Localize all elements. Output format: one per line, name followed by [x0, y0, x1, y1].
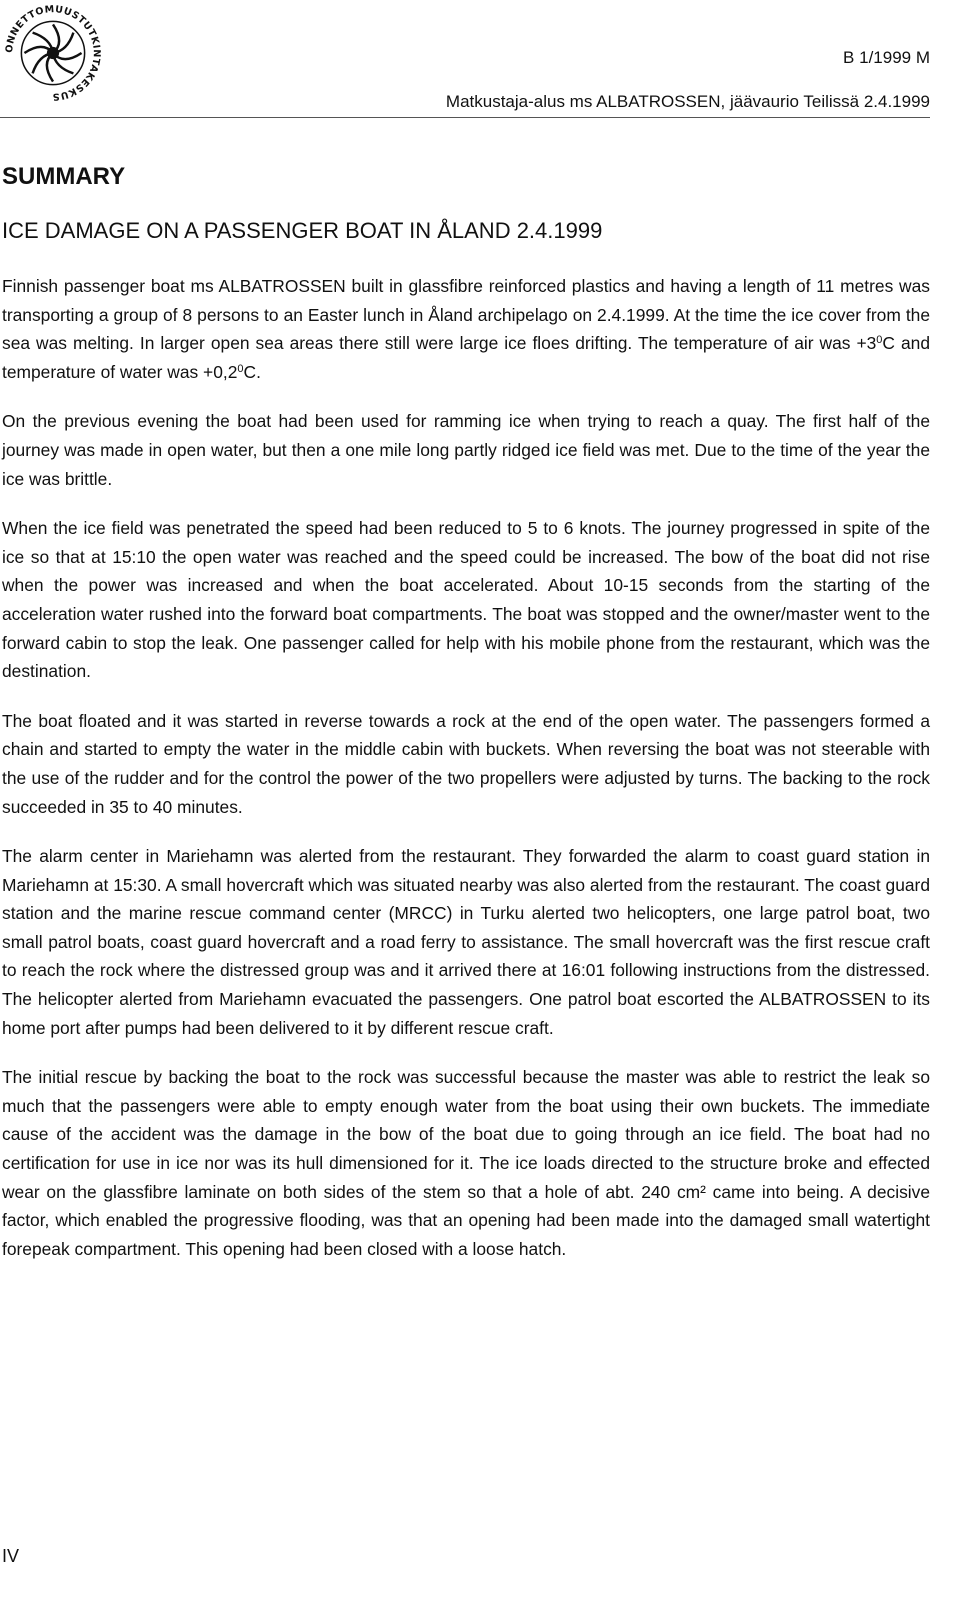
paragraph-2: On the previous evening the boat had been used for ramming ice when trying to reach a quay. The first half of the journey was made in open water, but then a one mile long partly ridged ice field was met. Due to the time of the year the ice was brittle.	[2, 411, 930, 489]
svg-text:ONNETTOMUUSTUTKINTAKESKUS: ONNETTOMUUSTUTKINTAKESKUS	[4, 3, 102, 102]
header-divider	[0, 117, 930, 118]
page-number: IV	[2, 1546, 20, 1566]
document-title: Matkustaja-alus ms ALBATROSSEN, jäävaurio Teilissä 2.4.1999	[445, 92, 930, 111]
accident-investigation-board-logo	[2, 2, 104, 104]
paragraph-5: The alarm center in Mariehamn was alerted from the restaurant. They forwarded the alarm to coast guard station in Mariehamn at 15:30. A small hovercraft which was situated nearby was also alerted from the restaurant. The coast guard station and the marine rescue command center (MRCC) in Turku alerted two helicopters, one large patrol boat, two small patrol boats, coast guard hovercraft and a road ferry to assistance. The small hovercraft was the first rescue craft to reach the rock where the distressed group was and it arrived there at 16:01 following instructions from the distressed. The helicopter alerted from Mariehamn evacuated the passengers. One patrol boat escorted the ALBATROSSEN to its home port after pumps had been delivered to it by different rescue craft.	[2, 846, 930, 1038]
report-subtitle: ICE DAMAGE ON A PASSENGER BOAT IN ÅLAND 2.4.1999	[2, 218, 603, 243]
paragraph-1-text-a: Finnish passenger boat ms ALBATROSSEN built in glassfibre reinforced plastics and having a length of 11 metres was transporting a group of 8 persons to an Easter lunch in Åland archipelago on 2.4.1999. At the time the ice cover from the sea was melting. In larger open sea areas there still were large ice floes drifting. The temperature of air was +3	[2, 276, 930, 354]
paragraph-4: The boat floated and it was started in reverse towards a rock at the end of the open water. The passengers formed a chain and started to empty the water in the middle cabin with buckets. When reversing the boat was not steerable with the use of the rudder and for the control the power of the two propellers were adjusted by turns. The backing to the rock succeeded in 35 to 40 minutes.	[2, 710, 930, 817]
paragraph-3: When the ice field was penetrated the speed had been reduced to 5 to 6 knots. The journey progressed in spite of the ice so that at 15:10 the open water was reached and the speed could be increased. The bow of the boat did not rise when the power was increased and when the boat accelerated. About 10-15 seconds from the starting of the acceleration water rushed into the forward boat compartments. The boat was stopped and the owner/master went to the forward cabin to stop the leak. One passenger called for help with his mobile phone from the restaurant, which was the destination.	[2, 518, 930, 682]
paragraph-6: The initial rescue by backing the boat to the rock was successful because the master was able to restrict the leak so much that the passengers were able to empty enough water from the boat using their own buckets. The immediate cause of the accident was the damage in the bow of the boat due to going through an ice field. The boat had no certification for use in ice nor was its hull dimensioned for it. The ice loads directed to the structure broke and effected wear on the glassfibre laminate on both sides of the stem so that a hole of abt. 240 cm² came into being. A decisive factor, which enabled the progressive flooding, was that an opening had been made into the damaged small watertight forepeak compartment. This opening had been closed with a loose hatch.	[2, 1067, 930, 1259]
paragraph-1	[2, 272, 930, 386]
summary-body	[2, 272, 930, 1284]
summary-heading: SUMMARY	[2, 163, 126, 190]
document-code: B 1/1999 M	[843, 48, 930, 67]
degree-superscript-air: 0	[876, 334, 883, 347]
degree-superscript-water: 0	[237, 362, 244, 375]
paragraph-1-text-b: C and temperature of water was +0,2	[2, 333, 931, 382]
paragraph-1-text-c: C.	[243, 361, 261, 382]
